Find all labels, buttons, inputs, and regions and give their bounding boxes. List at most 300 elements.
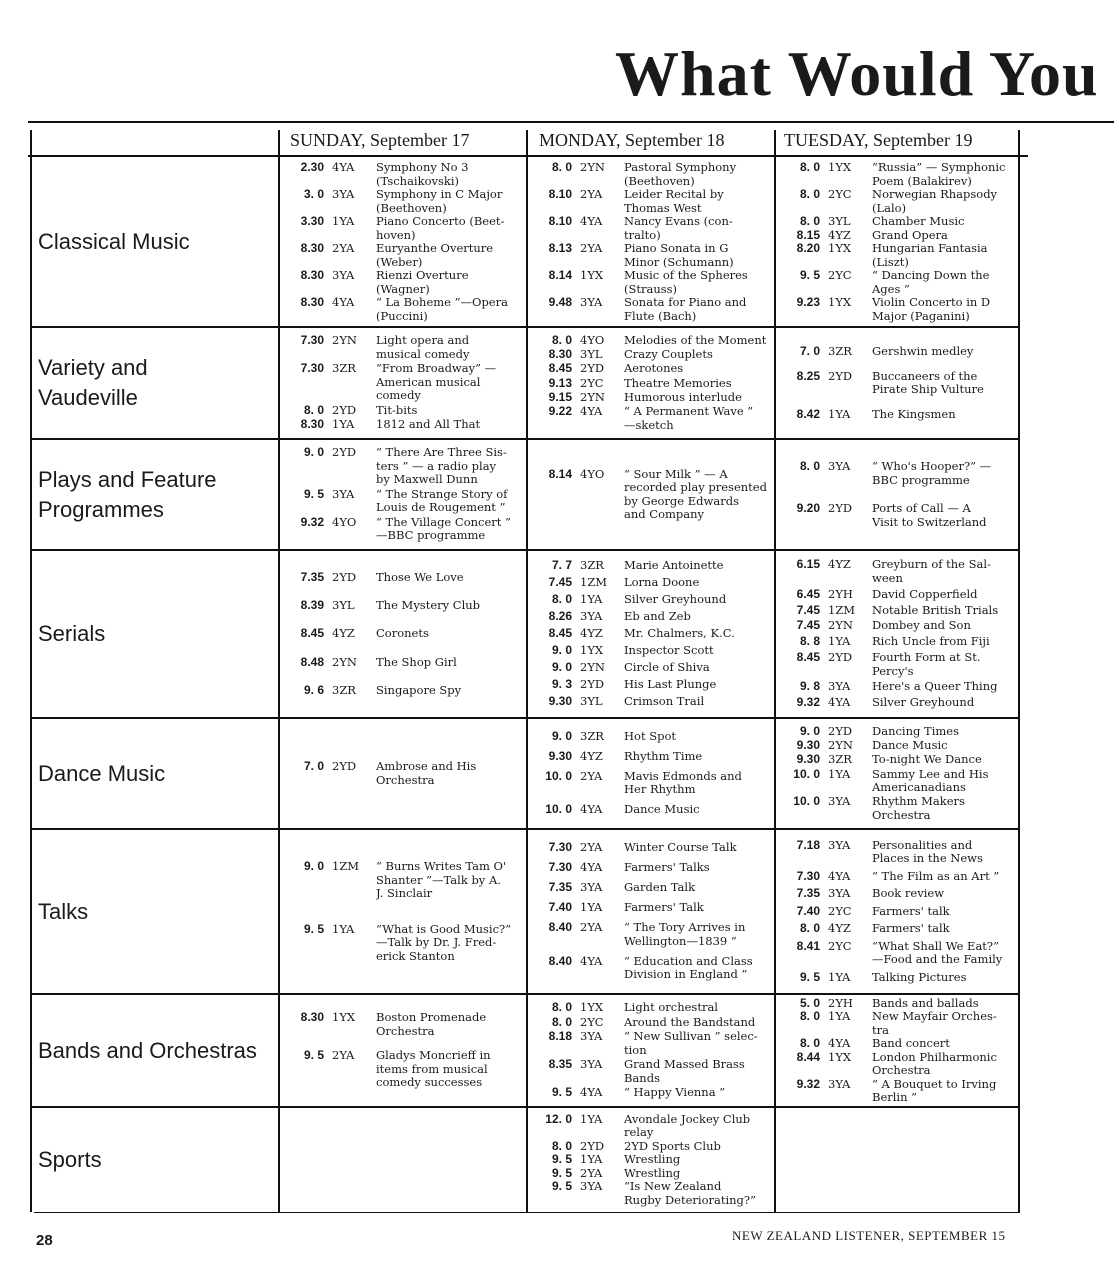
program-title-line: Farmers' talk (872, 904, 950, 918)
station-call-sign: 4YA (828, 695, 851, 710)
program-entry (532, 559, 772, 573)
program-title (624, 593, 776, 607)
station-call-sign: 1YA (580, 592, 603, 607)
program-time: 8.30 (300, 1010, 324, 1025)
program-title-line: Poem (Balakirev) (872, 174, 972, 188)
program-title (872, 725, 1020, 739)
program-time: 6.45 (796, 586, 820, 601)
program-entry (532, 803, 772, 817)
program-title-line: 2YD Sports Club (624, 1139, 721, 1153)
program-title (376, 656, 528, 670)
program-title (624, 750, 776, 764)
left-border (30, 130, 32, 1212)
program-title (624, 269, 776, 296)
program-entry (284, 1049, 524, 1090)
program-time: 8.30 (300, 268, 324, 282)
category-label (38, 1145, 102, 1175)
program-title (872, 635, 1020, 649)
program-entry (284, 188, 524, 215)
program-time: 9. 5 (799, 268, 820, 282)
station-call-sign: 2YA (580, 241, 603, 255)
program-title-line: His Last Plunge (624, 678, 717, 692)
program-title (376, 446, 528, 487)
program-time: 8.42 (796, 407, 820, 421)
station-call-sign: 1YA (580, 1111, 603, 1126)
category-label (38, 619, 105, 649)
program-entry (532, 627, 772, 641)
row-divider (32, 1106, 1018, 1108)
program-entry (780, 1051, 1016, 1078)
program-time: 8. 0 (799, 459, 820, 473)
header-rule (28, 155, 1028, 157)
program-entry (532, 861, 772, 875)
category-label-line: Variety and (38, 355, 148, 380)
program-title-line: Orchestra (872, 1064, 931, 1077)
program-title-line: Symphony in C Major (376, 188, 503, 201)
program-title (624, 610, 776, 624)
program-entry (780, 739, 1016, 753)
station-call-sign: 4YZ (580, 626, 603, 641)
program-time: 8.45 (300, 626, 324, 641)
program-title-line: —BBC programme (376, 529, 486, 543)
program-title-line: BBC programme (872, 473, 970, 487)
program-time: 8.15 (796, 227, 820, 242)
program-time: 7.30 (548, 840, 572, 855)
program-entry (284, 446, 524, 487)
program-entry (284, 923, 524, 964)
program-title-line: Wrestling (624, 1153, 681, 1167)
program-entry (284, 269, 524, 296)
program-title (872, 296, 1020, 323)
program-entry (780, 725, 1016, 739)
program-title (872, 1078, 1020, 1105)
program-entry (780, 242, 1016, 269)
program-entry (532, 1086, 772, 1100)
program-time: 7. 0 (799, 343, 820, 358)
program-title-line: Bands and ballads (872, 996, 979, 1010)
program-time: 7.45 (796, 618, 820, 633)
program-time: 9. 0 (303, 859, 324, 873)
program-time: 8.18 (548, 1029, 572, 1044)
program-title-line: Farmers' talk (872, 922, 950, 936)
program-time: 8.30 (300, 295, 324, 309)
program-title (872, 242, 1020, 269)
program-title-line: recorded play presented (624, 481, 767, 494)
program-title-line: Those We Love (376, 570, 464, 584)
program-title-line: The Kingsmen (872, 408, 956, 421)
station-call-sign: 2YN (332, 333, 357, 348)
program-title (872, 502, 1020, 529)
program-title-line: (Strauss) (624, 282, 678, 296)
program-time: 7.40 (548, 900, 572, 915)
program-entry (532, 1058, 772, 1085)
station-call-sign: 1YX (828, 241, 852, 255)
station-call-sign: 2YD (828, 368, 853, 383)
program-title (624, 861, 776, 875)
program-time: 10. 0 (545, 802, 572, 817)
program-title-line: “ The Film as an Art ” (872, 869, 1000, 883)
program-entry (532, 391, 772, 405)
program-title (376, 418, 528, 432)
program-title-line: Tit-bits (376, 403, 418, 417)
program-time: 3.30 (300, 214, 324, 228)
program-title-line: “ There Are Three Sis- (376, 446, 507, 460)
program-title (376, 488, 528, 515)
program-entry (284, 760, 524, 787)
program-entry (284, 571, 524, 585)
program-title-line: Here's a Queer Thing (872, 680, 998, 694)
station-call-sign: 2YA (580, 768, 603, 783)
program-entry (532, 678, 772, 692)
program-entry (532, 161, 772, 188)
station-call-sign: 2YA (580, 1165, 603, 1180)
program-time: 8.40 (548, 920, 572, 935)
program-title-line: Her Rhythm (624, 783, 696, 797)
category-label-line: Serials (38, 621, 106, 646)
program-title-line: Talking Pictures (872, 970, 967, 984)
program-time: 9.22 (548, 404, 572, 419)
program-title (872, 940, 1020, 967)
program-title-line: Louis de Rougement ” (376, 501, 506, 515)
program-title-line: Piano Sonata in G (624, 242, 729, 255)
program-title-line: Farmers' Talk (624, 901, 704, 915)
program-time: 7.30 (300, 333, 324, 348)
station-call-sign: 2YD (828, 650, 853, 664)
program-title-line: Rhythm Time (624, 750, 703, 764)
program-title-line: Shanter ”—Talk by A. (376, 873, 501, 887)
program-title-line: Gershwin medley (872, 344, 974, 358)
program-title-line: and Company (624, 508, 705, 521)
program-title-line: Grand Opera (872, 228, 948, 242)
program-time: 8.40 (548, 953, 572, 968)
program-entry (780, 460, 1016, 487)
program-time: 9.20 (796, 501, 820, 515)
program-title (872, 1037, 1020, 1051)
program-title (376, 334, 528, 361)
program-title-line: by Maxwell Dunn (376, 473, 478, 487)
station-call-sign: 2YC (580, 1014, 604, 1029)
program-time: 3. 0 (303, 187, 324, 201)
program-title-line: Grand Massed Brass (624, 1058, 745, 1072)
program-title-line: Around the Bandstand (624, 1015, 756, 1029)
program-time: 8. 0 (799, 921, 820, 936)
program-title-line: Dancing Times (872, 724, 959, 738)
program-entry (780, 997, 1016, 1011)
program-title (376, 242, 528, 269)
program-title (624, 901, 776, 915)
program-title (872, 887, 1020, 901)
program-title-line: erick Stanton (376, 949, 455, 963)
program-time: 9. 0 (551, 729, 572, 744)
program-title-line: (Puccini) (376, 309, 428, 323)
station-call-sign: 3YA (332, 187, 355, 201)
station-call-sign: 3YA (580, 295, 603, 309)
program-title-line: Thomas West (624, 201, 702, 215)
program-entry (284, 627, 524, 641)
program-title-line: Orchestra (376, 1024, 435, 1038)
program-entry (284, 296, 524, 323)
program-time: 9.30 (796, 752, 820, 767)
program-entry (780, 1037, 1016, 1051)
program-title-line: Eb and Zeb (624, 610, 691, 624)
program-title-line: “Is New Zealand (624, 1180, 722, 1194)
program-time: 10. 0 (545, 768, 572, 783)
program-entry (532, 1030, 772, 1057)
program-title (872, 1010, 1020, 1037)
program-title-line: —Food and the Family (872, 953, 1003, 967)
program-title (872, 188, 1020, 215)
station-call-sign: 2YC (828, 268, 852, 282)
program-title-line: ween (872, 571, 903, 585)
day-header: MONDAY, September 18 (539, 130, 725, 150)
program-time: 7. 7 (551, 558, 572, 573)
program-title-line: Boston Promenade (376, 1011, 487, 1025)
program-title-line: Light opera and (376, 334, 470, 348)
program-entry (780, 651, 1016, 678)
category-label-line: Plays and Feature (38, 466, 217, 492)
program-title (624, 1016, 776, 1030)
bottom-rule (34, 1212, 1020, 1213)
program-title-line: tralto) (624, 228, 661, 242)
program-entry (532, 1153, 772, 1167)
program-title-line: “ The Tory Arrives in (624, 921, 746, 935)
program-title-line: Silver Greyhound (624, 593, 727, 607)
program-title (872, 739, 1020, 753)
station-call-sign: 3YA (580, 1029, 603, 1044)
category-label-line: Dance Music (38, 760, 166, 786)
program-title-line: Hungarian Fantasia (872, 242, 988, 255)
station-call-sign: 4YA (828, 1036, 851, 1050)
program-time: 9.13 (548, 375, 572, 390)
station-call-sign: 3ZR (828, 343, 852, 358)
station-call-sign: 3YL (580, 347, 603, 362)
program-title-line: “ New Sullivan ” selec- (624, 1030, 758, 1044)
station-call-sign: 1YA (332, 417, 355, 432)
program-entry (780, 188, 1016, 215)
program-entry (780, 940, 1016, 967)
row-divider (32, 326, 1018, 328)
program-title (624, 215, 776, 242)
program-entry (780, 502, 1016, 529)
station-call-sign: 1YA (828, 969, 851, 984)
program-entry (284, 860, 524, 901)
program-time: 8. 8 (799, 634, 820, 649)
page-number: 28 (36, 1232, 53, 1249)
station-call-sign: 2YH (828, 995, 853, 1010)
program-entry (532, 242, 772, 269)
day-header: TUESDAY, September 19 (784, 130, 973, 150)
station-call-sign: 3YA (580, 880, 603, 895)
program-entry (780, 558, 1016, 585)
program-entry (532, 841, 772, 855)
program-title (624, 1058, 776, 1085)
program-title-line: Symphony No 3 (376, 161, 469, 174)
station-call-sign: 1YX (828, 1049, 852, 1064)
program-time: 9. 3 (551, 677, 572, 692)
program-time: 8. 0 (303, 402, 324, 417)
program-title-line: (Tschaikovski) (376, 174, 460, 188)
program-time: 9. 0 (551, 660, 572, 675)
program-entry (780, 922, 1016, 936)
program-title (624, 405, 776, 432)
program-title-line: “ Who's Hooper?” — (872, 460, 992, 473)
program-time: 9. 0 (799, 723, 820, 738)
program-entry (284, 684, 524, 698)
station-call-sign: 2YD (828, 501, 853, 515)
program-entry (532, 770, 772, 797)
program-title (872, 870, 1020, 884)
station-call-sign: 3YA (828, 794, 851, 809)
station-call-sign: 4YA (580, 953, 603, 968)
program-entry (532, 1113, 772, 1140)
program-title (624, 576, 776, 590)
program-time: 9. 5 (799, 969, 820, 984)
program-entry (532, 901, 772, 915)
station-call-sign: 1YA (828, 766, 851, 781)
program-time: 9. 5 (303, 921, 324, 936)
program-time: 12. 0 (545, 1111, 572, 1126)
program-title (624, 1167, 776, 1181)
program-entry (780, 215, 1016, 229)
station-call-sign: 2YD (580, 361, 605, 376)
program-title (376, 923, 528, 964)
program-time: 9. 0 (551, 643, 572, 658)
category-label (38, 227, 190, 257)
program-time: 8.30 (300, 241, 324, 255)
category-label-line: Sports (38, 1147, 102, 1172)
program-time: 9.30 (548, 749, 572, 764)
program-entry (532, 377, 772, 391)
station-call-sign: 2YN (580, 389, 605, 404)
station-call-sign: 4YA (828, 868, 851, 883)
program-time: 8.45 (796, 650, 820, 664)
station-call-sign: 2YN (332, 654, 357, 669)
program-title (624, 678, 776, 692)
program-title-line: “From Broadway” — (376, 362, 497, 376)
program-title-line: Crimson Trail (624, 695, 705, 709)
program-title (872, 558, 1020, 585)
station-call-sign: 1YX (828, 160, 852, 174)
program-entry (780, 635, 1016, 649)
program-title (872, 839, 1020, 866)
program-entry (532, 334, 772, 348)
program-title-line: 1812 and All That (376, 418, 481, 432)
program-time: 8. 0 (551, 592, 572, 607)
program-entry (780, 370, 1016, 397)
program-title-line: Notable British Trials (872, 603, 999, 617)
category-label-line: Programmes (38, 496, 164, 522)
program-title (624, 841, 776, 855)
program-title-line: (Beethoven) (624, 174, 695, 188)
program-entry (284, 488, 524, 515)
program-title (872, 370, 1020, 397)
program-title (624, 468, 776, 522)
program-title-line: Band concert (872, 1037, 950, 1050)
right-border (1018, 130, 1020, 1212)
program-title-line: New Mayfair Orches- (872, 1010, 997, 1023)
program-title-line: Violin Concerto in D (872, 296, 991, 309)
station-call-sign: 3YA (332, 486, 355, 501)
program-title-line: London Philharmonic (872, 1050, 997, 1064)
program-time: 7.45 (548, 575, 572, 590)
program-title-line: Leider Recital by (624, 188, 724, 201)
program-time: 9.23 (796, 295, 820, 309)
program-title (624, 955, 776, 982)
program-title (624, 377, 776, 391)
program-title-line: Theatre Memories (624, 376, 732, 390)
program-title (872, 651, 1020, 678)
station-call-sign: 4YO (332, 514, 357, 529)
program-time: 8.26 (548, 609, 572, 624)
program-title-line: (Liszt) (872, 255, 909, 269)
program-title (872, 905, 1020, 919)
station-call-sign: 4YA (332, 160, 355, 174)
station-call-sign: 3ZR (828, 752, 852, 767)
program-title (376, 404, 528, 418)
category-label (38, 465, 217, 525)
station-call-sign: 2YD (580, 677, 605, 692)
program-title-line: Lorna Doone (624, 576, 700, 590)
program-title-line: Visit to Switzerland (872, 515, 987, 529)
program-entry (780, 795, 1016, 822)
category-label (38, 353, 148, 413)
program-time: 8.14 (548, 268, 572, 282)
program-title-line: Flute (Bach) (624, 309, 697, 323)
program-title (872, 997, 1020, 1011)
program-title-line: Ages ” (872, 282, 910, 296)
program-title (872, 680, 1020, 694)
program-title (376, 516, 528, 543)
program-title (872, 619, 1020, 633)
program-time: 8. 0 (551, 1000, 572, 1015)
category-label (38, 897, 88, 927)
station-call-sign: 1YA (332, 921, 355, 936)
category-label-line: Vaudeville (38, 385, 138, 410)
program-title-line: tra (872, 1023, 889, 1037)
station-call-sign: 2YH (828, 586, 853, 601)
program-entry (284, 334, 524, 361)
program-title (624, 161, 776, 188)
program-entry (780, 887, 1016, 901)
program-title (624, 1153, 776, 1167)
station-call-sign: 4YA (332, 295, 355, 309)
station-call-sign: 1YX (332, 1010, 356, 1025)
program-title-line: (Beethoven) (376, 201, 447, 215)
program-title-line: Americanadians (872, 781, 966, 794)
program-entry (284, 599, 524, 613)
program-entry (532, 610, 772, 624)
program-time: 9. 0 (303, 445, 324, 460)
program-entry (532, 730, 772, 744)
program-title-line: Rich Uncle from Fiji (872, 635, 990, 649)
program-title-line: (Wagner) (376, 282, 430, 296)
program-title-line: Pirate Ship Vulture (872, 383, 984, 396)
program-title-line: “Russia” — Symphonic (872, 161, 1006, 174)
program-title-line: musical comedy (376, 347, 470, 361)
program-title (624, 730, 776, 744)
program-title-line: Sammy Lee and His (872, 767, 989, 781)
program-title (872, 215, 1020, 229)
program-title-line: “ La Boheme ”—Opera (376, 296, 508, 309)
program-title-line: Percy's (872, 664, 914, 678)
program-title-line: Chamber Music (872, 215, 965, 228)
program-title-line: David Copperfield (872, 587, 978, 601)
station-call-sign: 3YA (580, 609, 603, 624)
station-call-sign: 4YO (580, 332, 605, 347)
top-rule (28, 121, 1114, 123)
program-title-line: Light orchestral (624, 1001, 718, 1015)
program-title (376, 571, 528, 585)
